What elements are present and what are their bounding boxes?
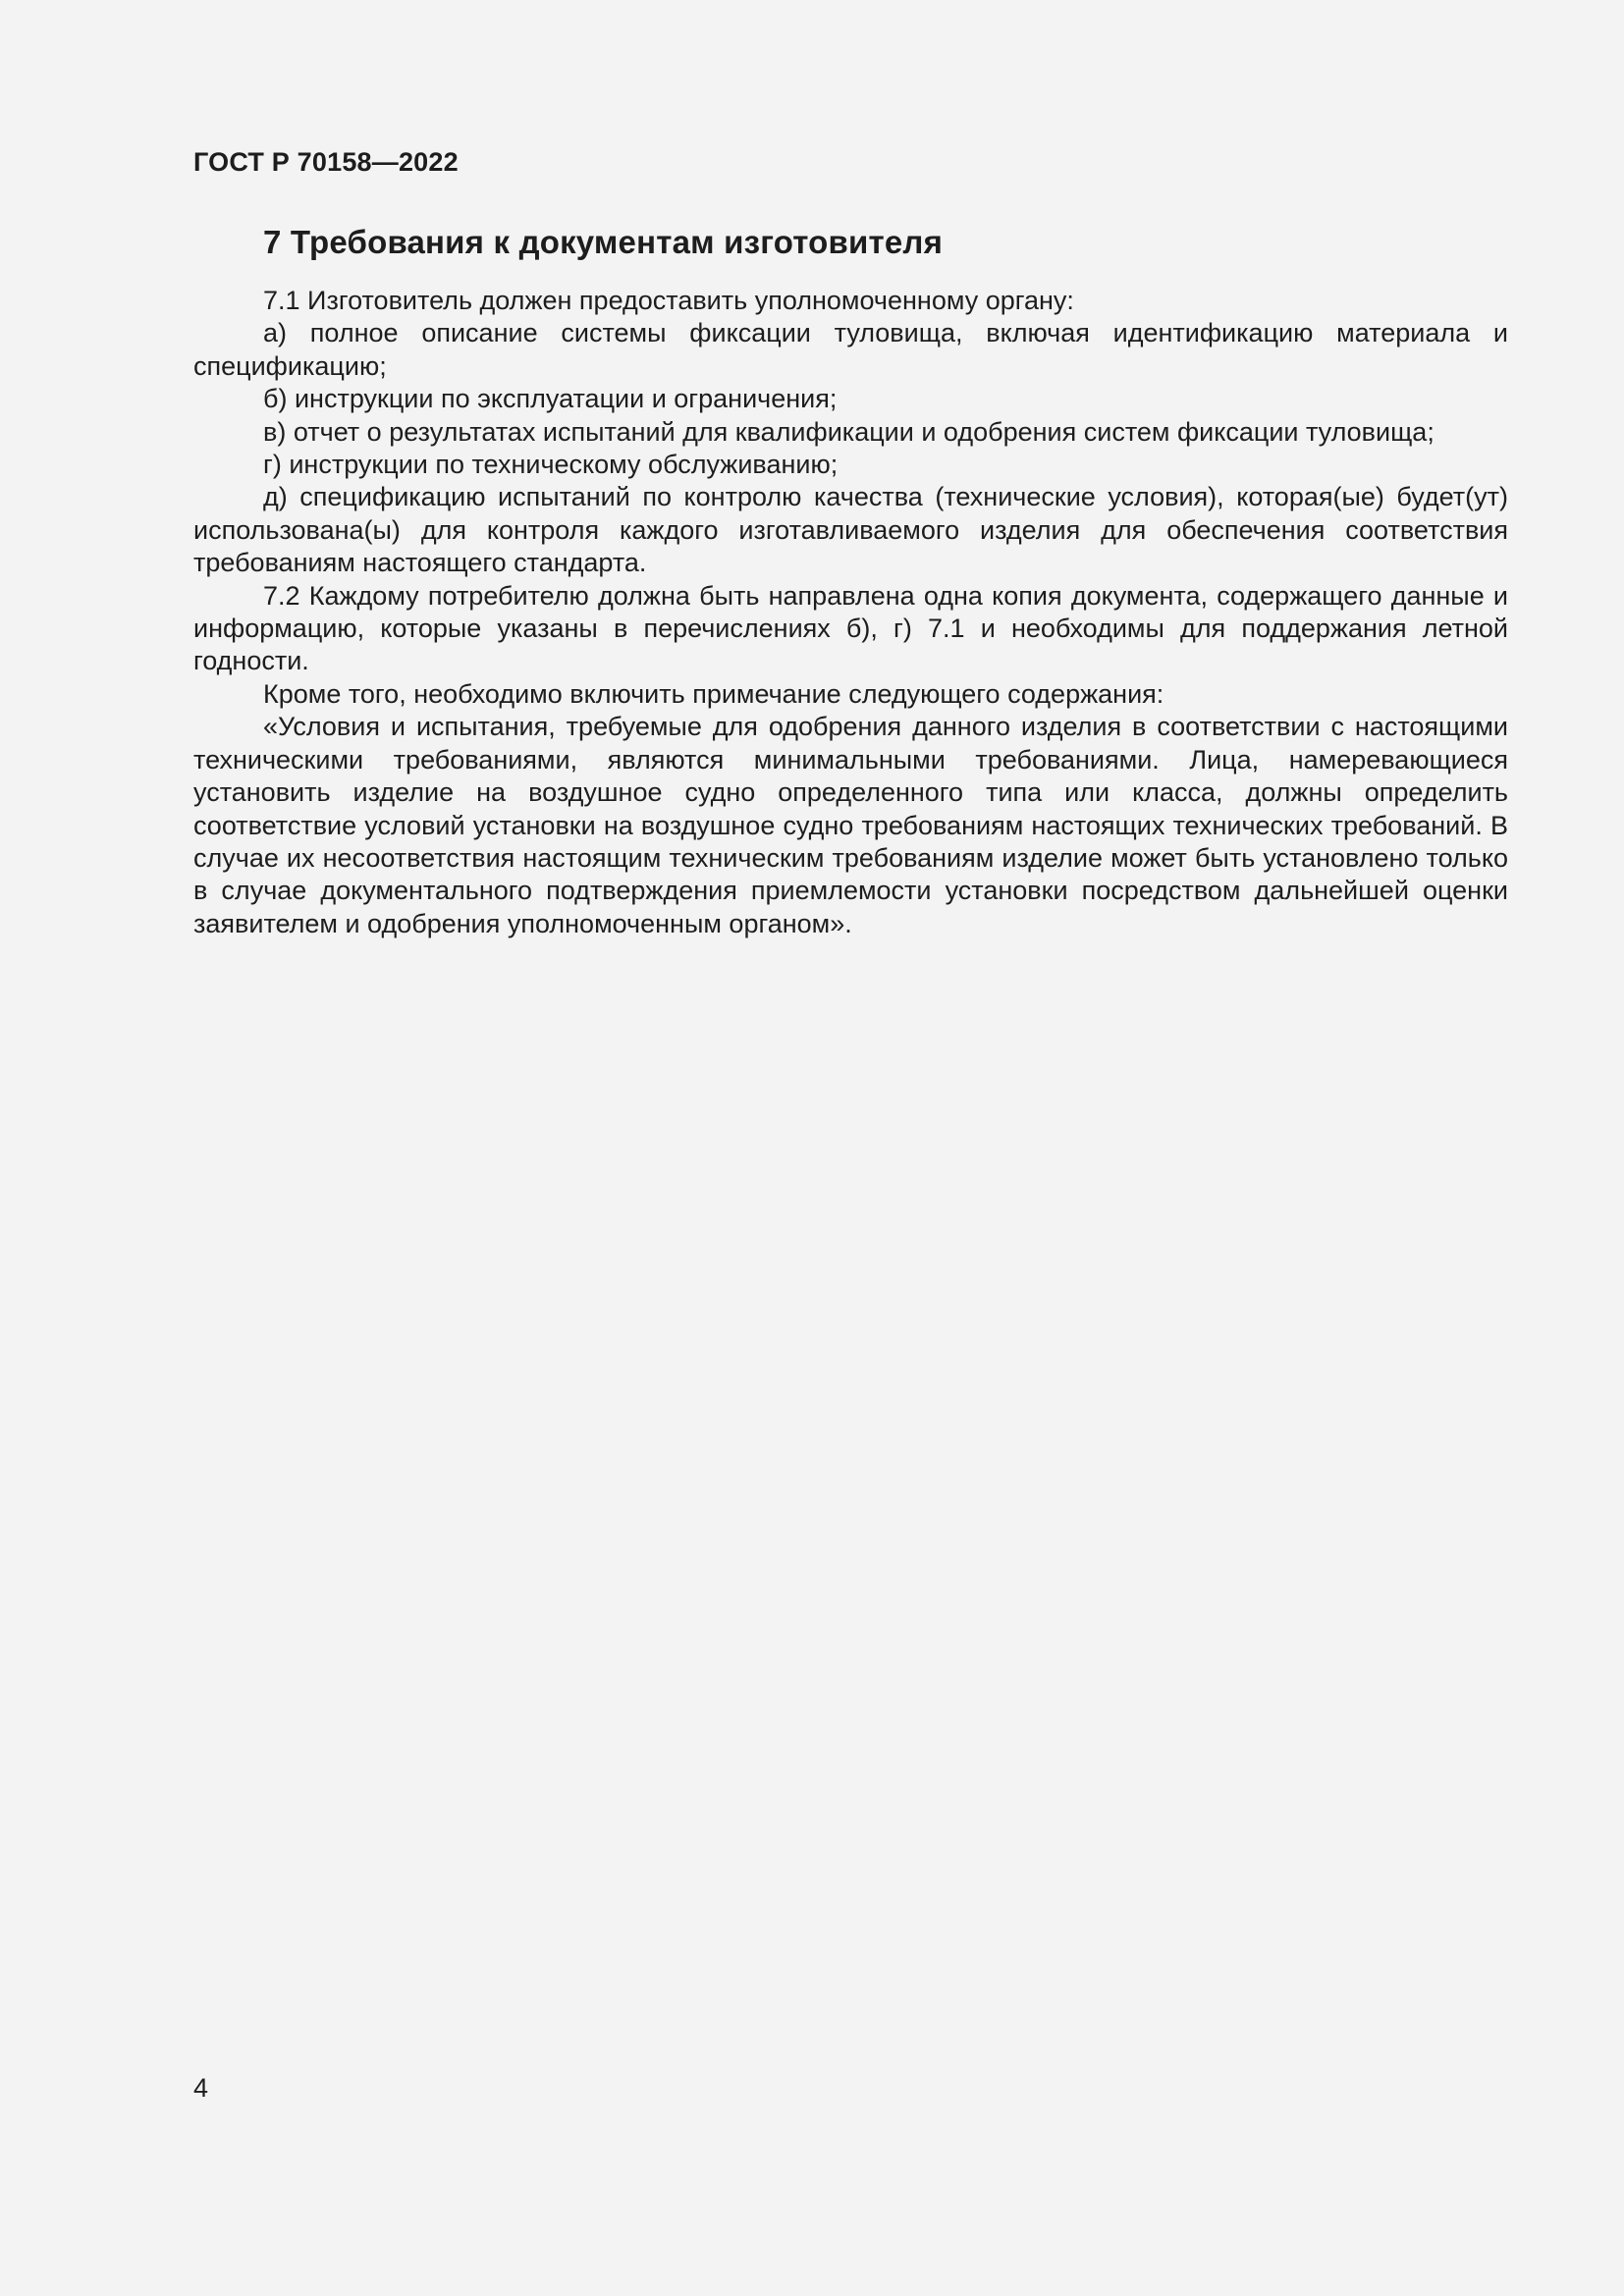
paragraph-7-2: 7.2 Каждому потребителю должна быть направлена одна копия документа, содержащего данные и информацию, которые указаны в перечислениях б), г) 7.1 и необходимы для поддержания летной годности. — [193, 580, 1508, 676]
list-item-b: б) инструкции по эксплуатации и ограничения; — [263, 384, 838, 414]
section-body — [193, 285, 1508, 940]
paragraph-7-1: 7.1 Изготовитель должен предоставить уполномоченному органу: — [263, 286, 1074, 315]
paragraph-note-intro: Кроме того, необходимо включить примечание следующего содержания: — [263, 678, 1164, 709]
list-item-a: а) полное описание системы фиксации туловища, включая идентификацию материала и спецификацию; — [193, 318, 1508, 381]
list-item-g: г) инструкции по техническому обслуживанию; — [263, 450, 839, 480]
list-item-v: в) отчет о результатах испытаний для квалификации и одобрения систем фиксации туловища; — [263, 416, 1435, 447]
page-header: ГОСТ Р 70158—2022 — [193, 147, 459, 177]
paragraph-note-quote: «Условия и испытания, требуемые для одобрения данного изделия в соответствии с настоящими техническими требованиями, являются минимальными требованиями. Лица, намеревающиеся установить изделие на воздушное судно определенного типа или класса, должны определить соответствие условий установки на воздушное судно требованиям настоящих технических требований. В случае их несоответствия настоящим техническим требованиям изделие может быть установлено только в случае документального подтверждения приемлемости установки посредством дальнейшей оценки заявителем и одобрения уполномоченным органом». — [193, 712, 1508, 938]
page-number: 4 — [193, 2073, 209, 2103]
list-item-d: д) спецификацию испытаний по контролю качества (технические условия), которая(ые) будет(ут) использована(ы) для контроля каждого изготавливаемого изделия для обеспечения соответствия требованиям настоящего стандарта. — [193, 482, 1508, 578]
section-title: 7 Требования к документам изготовителя — [263, 224, 944, 260]
